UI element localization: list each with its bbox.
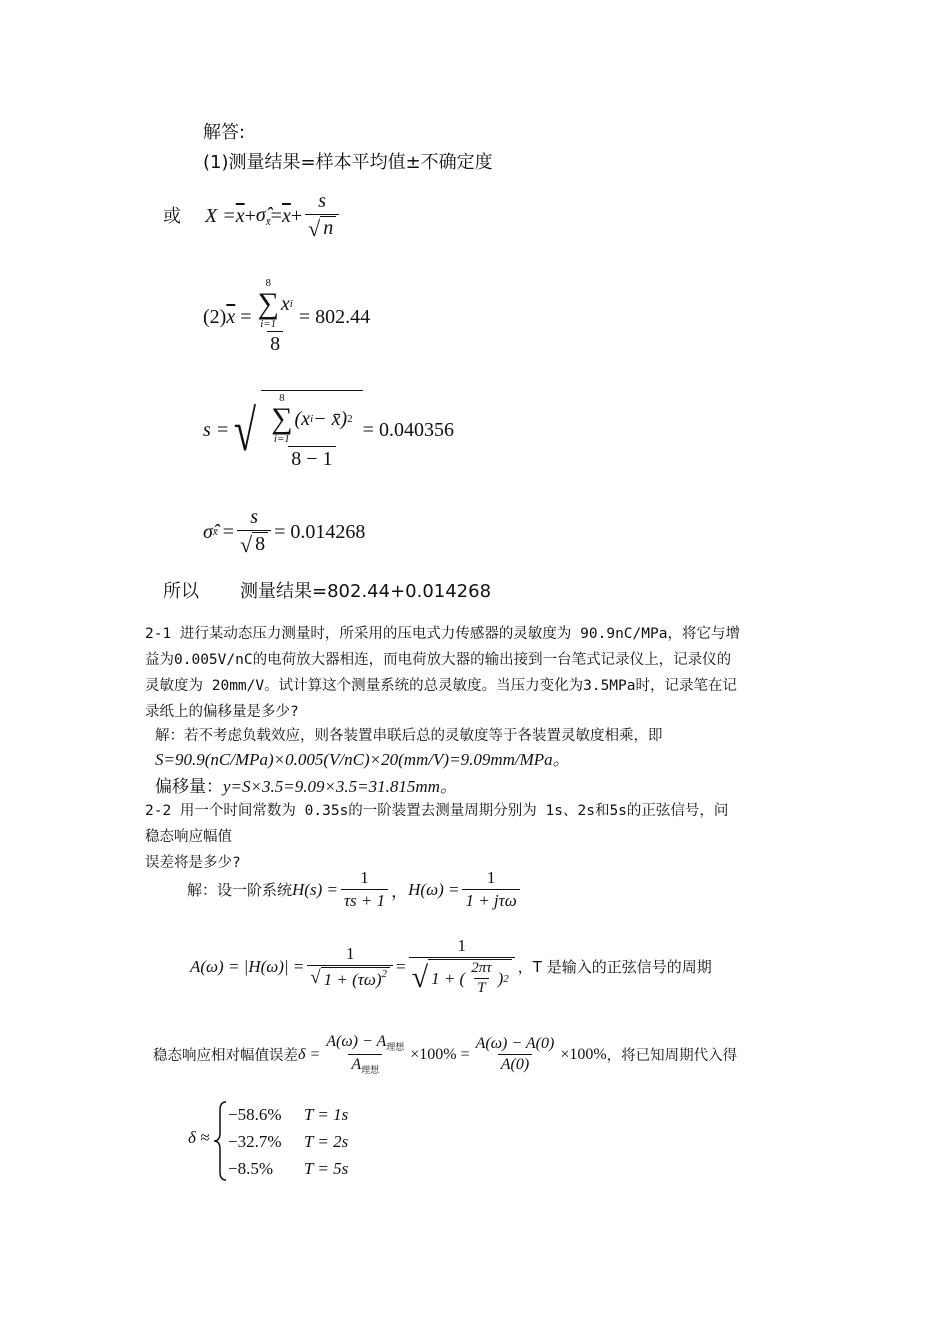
item2-prefix: (2) [203,305,227,328]
p21-sol3: 偏移量：y=S×3.5=9.09×3.5=31.815mm。 [155,777,457,797]
x-bar-2: $\overline{x}$ [281,204,291,227]
cases-list [228,1101,348,1182]
case-row: −58.6% T = 1s [228,1105,349,1124]
s-value: = 0.040356 [362,419,454,441]
mean-denominator: 8 [267,331,283,356]
formula-X-mid: + [244,204,256,227]
or-label: 或 [163,206,181,227]
p21-line3: 灵敏度为 20mm/V。试计算这个测量系统的总灵敏度。当压力变化为3.5MPa时，记录笔在记 [145,678,737,694]
formula-X-plus: + [290,204,303,227]
transfer-function-line: 解：设一阶系统 H(s) = $\frac{1}{\tau s + 1}$ ， H(ω) = $\frac{1}{\text{1 + jτω}}$ [187,868,523,911]
s-var: s [318,190,327,212]
case-row: −32.7% T = 2s [228,1132,349,1151]
mean-value: = 802.44 [298,305,371,328]
sigma-formula: σ̂ x̄ = s √ 8 = 0.014268 [203,506,366,557]
amplitude-line: A(ω) = |H(ω)| = 1 √ $1 + (\tau\omega)^2$ = 1 √ 1 + ( $\frac{2\pi\tau}{T}$ ) 2 ，T 是输入的正弦信号的周期 [190,936,712,996]
item1-text: (1)测量结果=样本平均值±不确定度 [203,152,493,173]
p22-line2: 稳态响应幅值 [145,829,232,845]
relative-error-line: 稳态响应相对幅值误差 δ = $\frac{A(\omega) - A_{理想}}{A_{理想}}$ ×100% = $\frac{A(\omega) - A(0)}{A(0)}$ ×100% ，将已知周期代入得 [153,1033,738,1076]
sigma-hat: $\sigmâ_{x̄}$ [255,204,271,228]
so-label: 所以 [163,581,199,602]
s-denominator: 8 − 1 [288,446,335,471]
s-over-sqrt-n: s √ n [305,190,339,242]
x-bar-3: $\overline{x}$ [226,305,236,328]
p21-line1: 2-1 进行某动态压力测量时，所采用的压电式力传感器的灵敏度为 90.9nC/MPa，将它与增 [145,626,740,642]
delta-approx: δ ≈ [188,1128,210,1147]
formula-X-eq: = [270,204,282,227]
case-row: −8.5% T = 5s [228,1159,349,1178]
n-var: n [320,216,336,242]
mean-formula: (2) $\overline{x}$ = 8 ∑ i=1 x i 8 = 802.44 [203,277,371,355]
s-formula: s = √ 8 ∑ i=1 (x i − x̄) 2 8 − 1 = 0.040356 [203,392,454,470]
x-bar: $\overline{x}$ [235,204,245,227]
result-text: 测量结果=802.44+0.014268 [240,581,492,602]
sigma-value: = 0.014268 [274,520,366,543]
p22-line3: 误差将是多少? [145,855,241,871]
p21-line2: 益为0.005V/nC的电荷放大器相连，而电荷放大器的输出接到一台笔式记录仪上，记录仪的 [145,652,732,668]
p22-line1: 2-2 用一个时间常数为 0.35s的一阶装置去测量周期分别为 1s、2s和5s的正弦信号，问 [145,803,729,819]
p21-sol2: S=90.9(nC/MPa)×0.005(V/nC)×20(mm/V)=9.09mm/MPa。 [155,750,570,769]
answer-label: 解答: [203,122,246,143]
formula-X-lhs: X = [205,204,236,227]
formula-X [205,190,342,242]
p21-line4: 录纸上的偏移量是多少? [145,704,299,720]
sum-symbol: 8 ∑ i=1 [257,277,279,330]
p21-sol1: 解：若不考虑负载效应，则各装置串联后总的灵敏度等于各装置灵敏度相乘，即 [155,728,663,744]
